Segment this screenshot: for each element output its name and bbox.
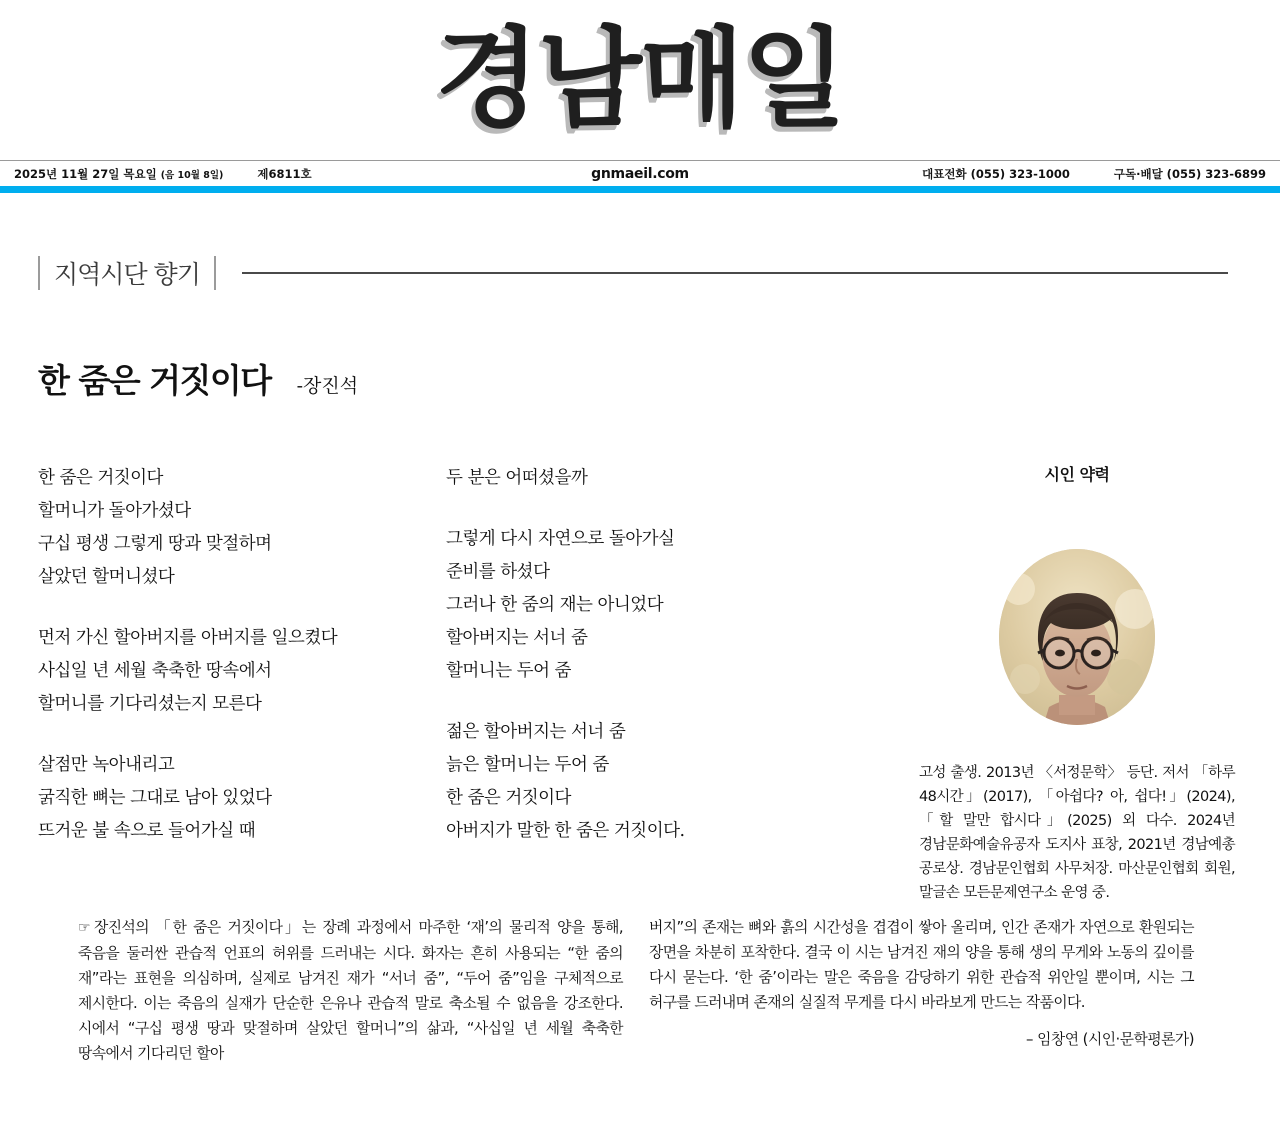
main-phone: 대표전화 (055) 323-1000 xyxy=(922,166,1070,181)
poet-biography: 고성 출생. 2013년 〈서정문학〉 등단. 저서 「하루 48시간」(2017), 「아쉽다? 아, 쉽다!」(2024), 「할 말만 합시다」(2025) 외 다수. 2024년 경남문화예술유공자 도지사 표창, 2021년 경남예총 공로상. 경남문인협회 사무처장. 마산문인협회 회원, 말글손 모든문제연구소 운영 중. xyxy=(919,765,1235,901)
article-body xyxy=(0,462,1280,905)
poem-line: 굵직한 뼈는 그대로 남아 있었다 xyxy=(38,788,272,808)
section-divider-right xyxy=(214,256,216,290)
poem-line: 늙은 할머니는 두어 줌 xyxy=(446,755,609,775)
poem-line: 구십 평생 그렇게 땅과 맞절하며 xyxy=(38,534,272,554)
poet-portrait-image xyxy=(999,549,1155,725)
poet-profile-heading: 시인 약력 xyxy=(1044,465,1110,484)
subscription-phone: 구독·배달 (055) 323-6899 xyxy=(1113,166,1266,181)
poet-profile-panel xyxy=(912,462,1242,905)
poem-stanza xyxy=(446,523,776,688)
poem-stanza xyxy=(446,462,776,495)
poem-stanza xyxy=(38,462,438,594)
poem-line: 먼저 가신 할아버지를 아버지를 일으켰다 xyxy=(38,628,338,648)
poem-stanza xyxy=(446,716,776,848)
poem-column-left xyxy=(38,462,438,848)
poem-line: 할머니가 돌아가셨다 xyxy=(38,501,191,521)
poem-stanza xyxy=(38,749,438,848)
poem-line: 사십일 년 세월 축축한 땅속에서 xyxy=(38,661,272,681)
poem-column-right xyxy=(446,462,776,848)
issue-number: 제6811호 xyxy=(257,166,312,181)
poem-line: 할머니는 두어 줌 xyxy=(446,661,571,681)
poem-line: 두 분은 어떠셨을까 xyxy=(446,468,588,488)
poem-line: 한 줌은 거짓이다 xyxy=(446,788,571,808)
poem-line: 할머니를 기다리셨는지 모른다 xyxy=(38,694,262,714)
contact-info xyxy=(922,166,1266,182)
poem-line: 젊은 할아버지는 서너 줌 xyxy=(446,722,626,742)
commentary-text-left: 장진석의 「한 줌은 거짓이다」는 장례 과정에서 마주한 ‘재’의 물리적 양을 통해, 죽음을 둘러싼 관습적 언표의 허위를 드러내는 시다. 화자는 흔히 사용되는 “한 줌의 재”라는 표현을 의심하며, 실제로 남겨진 재가 “서너 줌”, “두어 줌”임을 구체적으로 제시한다. 이는 죽음의 실재가 단순한 은유나 관습적 말로 축소될 수 없음을 강조한다. 시에서 “구십 평생 땅과 맞절하며 살았던 할머니”의 삶과, “사십일 년 세월 축축한 땅속에서 기다리던 할아 xyxy=(78,919,623,1062)
poem-author: -장진석 xyxy=(296,375,359,397)
poem-line: 한 줌은 거짓이다 xyxy=(38,468,163,488)
masthead xyxy=(0,0,1280,160)
website-link[interactable]: gnmaeil.com xyxy=(591,165,689,182)
poem-stanza xyxy=(38,622,438,721)
masthead-info-bar xyxy=(0,160,1280,186)
commentary-column-right xyxy=(649,915,1194,1066)
poem-line: 살았던 할머니셨다 xyxy=(38,567,175,587)
poet-portrait xyxy=(999,549,1155,725)
poem-line: 할아버지는 서너 줌 xyxy=(446,628,588,648)
newspaper-title: 경남매일 xyxy=(435,17,845,142)
poem-line: 살점만 녹아내리고 xyxy=(38,755,175,775)
lunar-date: (음 10월 8일) xyxy=(160,169,224,181)
critic-attribution: – 임창연 (시인·문학평론가) xyxy=(1026,1031,1194,1048)
poem-line: 아버지가 말한 한 줌은 거짓이다. xyxy=(446,821,685,841)
section-title: 지역시단 향기 xyxy=(54,260,200,289)
poem-line: 그렇게 다시 자연으로 돌아가실 xyxy=(446,529,675,549)
poem-line: 그러나 한 줌의 재는 아니었다 xyxy=(446,595,664,615)
publication-date-text: 2025년 11월 27일 목요일 xyxy=(14,166,157,181)
section-horizontal-rule xyxy=(242,272,1228,274)
accent-rule xyxy=(0,186,1280,193)
commentary-text-right: 버지”의 존재는 뼈와 흙의 시간성을 겹겹이 쌓아 올리며, 인간 존재가 자연으로 환원되는 장면을 차분히 포착한다. 결국 이 시는 남겨진 재의 양을 통해 생의 무게와 노동의 깊이를 다시 묻는다. ‘한 줌’이라는 말은 죽음을 감당하기 위한 관습적 위안일 뿐이며, 시는 그 허구를 드러내며 존재의 실질적 무게를 다시 바라보게 만드는 작품이다. xyxy=(649,919,1194,1011)
poem-header xyxy=(0,355,1280,402)
poem-title: 한 줌은 거짓이다 xyxy=(38,361,271,400)
poem-line: 준비를 하셨다 xyxy=(446,562,550,582)
section-header xyxy=(0,255,1280,291)
poem-line: 뜨거운 불 속으로 들어가실 때 xyxy=(38,821,256,841)
critic-commentary xyxy=(0,915,1280,1066)
commentary-column-left xyxy=(78,915,623,1066)
pointing-hand-icon: ☞ xyxy=(78,920,91,936)
